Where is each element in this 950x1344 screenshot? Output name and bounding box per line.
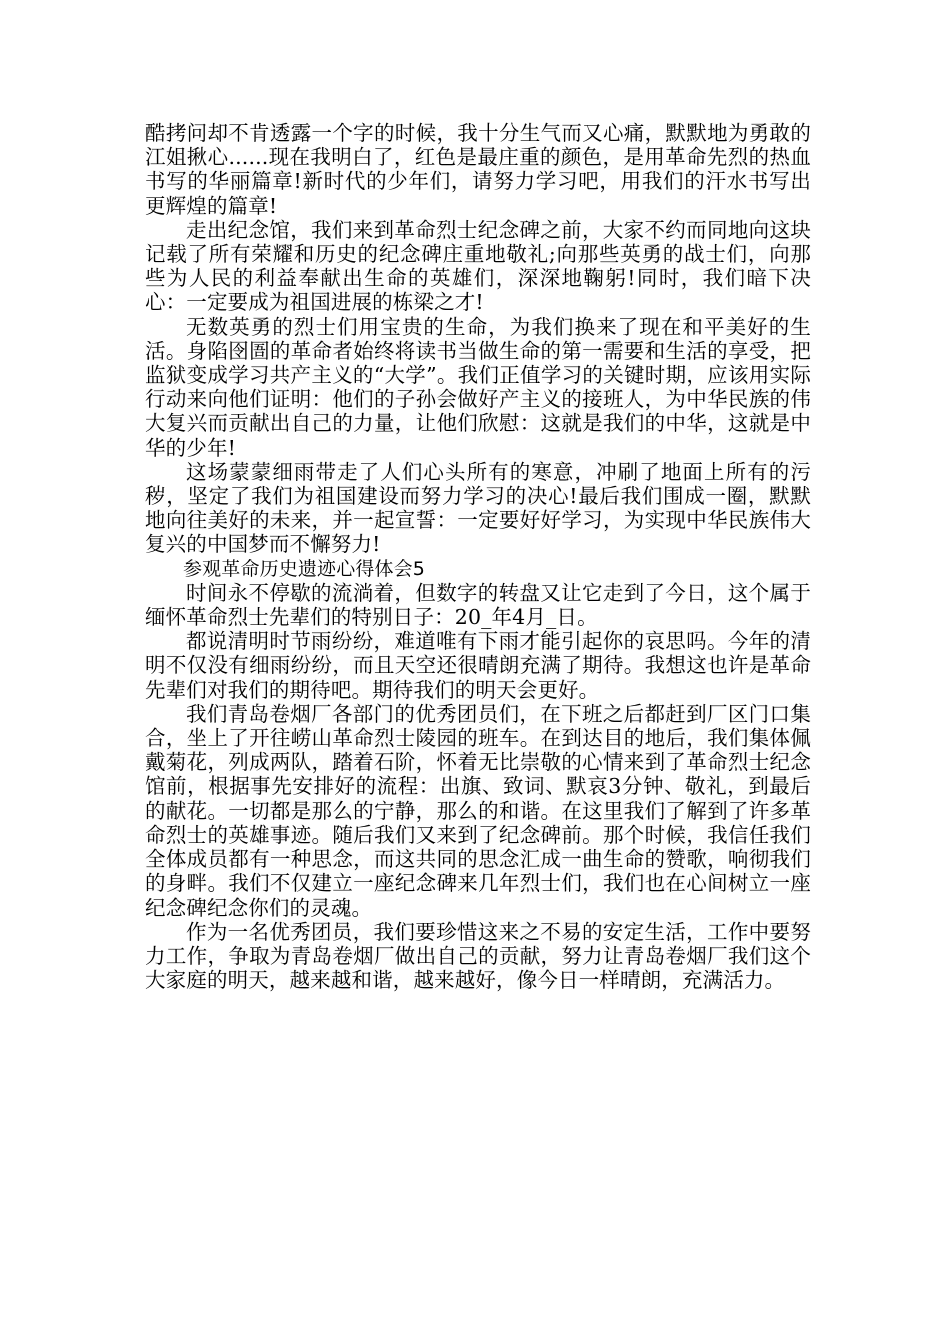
paragraph: 我们青岛卷烟厂各部门的优秀团员们，在下班之后都赶到厂区门口集合，坐上了开往崂山革命烈士陵园的班车。在到达目的地后，我们集体佩戴菊花，列成两队，踏着石阶，怀着无比崇敬的心情来到了革命烈士纪念馆前，根据事先安排好的流程：出旗、致词、默哀3分钟、敬礼，到最后的献花。一切都是那么的宁静，那么的和谐。在这里我们了解到了许多革命烈士的英雄事迹。随后我们又来到了纪念碑前。那个时候，我信任我们全体成员都有一种思念，而这共同的思念汇成一曲生命的赞歌，响彻我们的身畔。我们不仅建立一座纪念碑来几年烈士们，我们也在心间树立一座纪念碑纪念你们的灵魂。	[145, 701, 811, 920]
paragraph: 这场蒙蒙细雨带走了人们心头所有的寒意，冲刷了地面上所有的污秽，坚定了我们为祖国建设而努力学习的决心!最后我们围成一圈，默默地向往美好的未来，并一起宣誓：一定要好好学习，为实现中华民族伟大复兴的中国梦而不懈努力!	[145, 459, 811, 557]
document-body	[145, 121, 811, 992]
section-heading: 参观革命历史遗迹心得体会5	[183, 557, 426, 580]
paragraph-continued: 酷拷问却不肯透露一个字的时候，我十分生气而又心痛，默默地为勇敢的江姐揪心......现在我明白了，红色是最庄重的颜色，是用革命先烈的热血书写的华丽篇章!新时代的少年们，请努力学习吧，用我们的汗水书写出更辉煌的篇章!	[145, 121, 811, 218]
paragraph: 走出纪念馆，我们来到革命烈士纪念碑之前，大家不约而同地向这块记载了所有荣耀和历史的纪念碑庄重地敬礼;向那些英勇的战士们，向那些为人民的利益奉献出生命的英雄们，深深地鞠躬!同时，我们暗下决心：一定要成为祖国进展的栋梁之才!	[145, 217, 811, 315]
paragraph: 作为一名优秀团员，我们要珍惜这来之不易的安定生活，工作中要努力工作，争取为青岛卷烟厂做出自己的贡献，努力让青岛卷烟厂我们这个大家庭的明天，越来越和谐，越来越好，像今日一样晴朗，充满活力。	[145, 919, 811, 993]
paragraph: 都说清明时节雨纷纷，难道唯有下雨才能引起你的哀思吗。今年的清明不仅没有细雨纷纷，而且天空还很晴朗充满了期待。我想这也许是革命先辈们对我们的期待吧。期待我们的明天会更好。	[145, 629, 811, 702]
paragraph: 时间永不停歇的流淌着，但数字的转盘又让它走到了今日，这个属于缅怀革命烈士先辈们的特别日子：20_年4月_日。	[145, 580, 811, 630]
paragraph: 无数英勇的烈士们用宝贵的生命，为我们换来了现在和平美好的生活。身陷囹圄的革命者始终将读书当做生命的第一需要和生活的享受，把监狱变成学习共产主义的“大学”。我们正值学习的关键时期，应该用实际行动来向他们证明：他们的子孙会做好产主义的接班人，为中华民族的伟大复兴而贡献出自己的力量，让他们欣慰：这就是我们的中华，这就是中华的少年!	[145, 314, 811, 460]
